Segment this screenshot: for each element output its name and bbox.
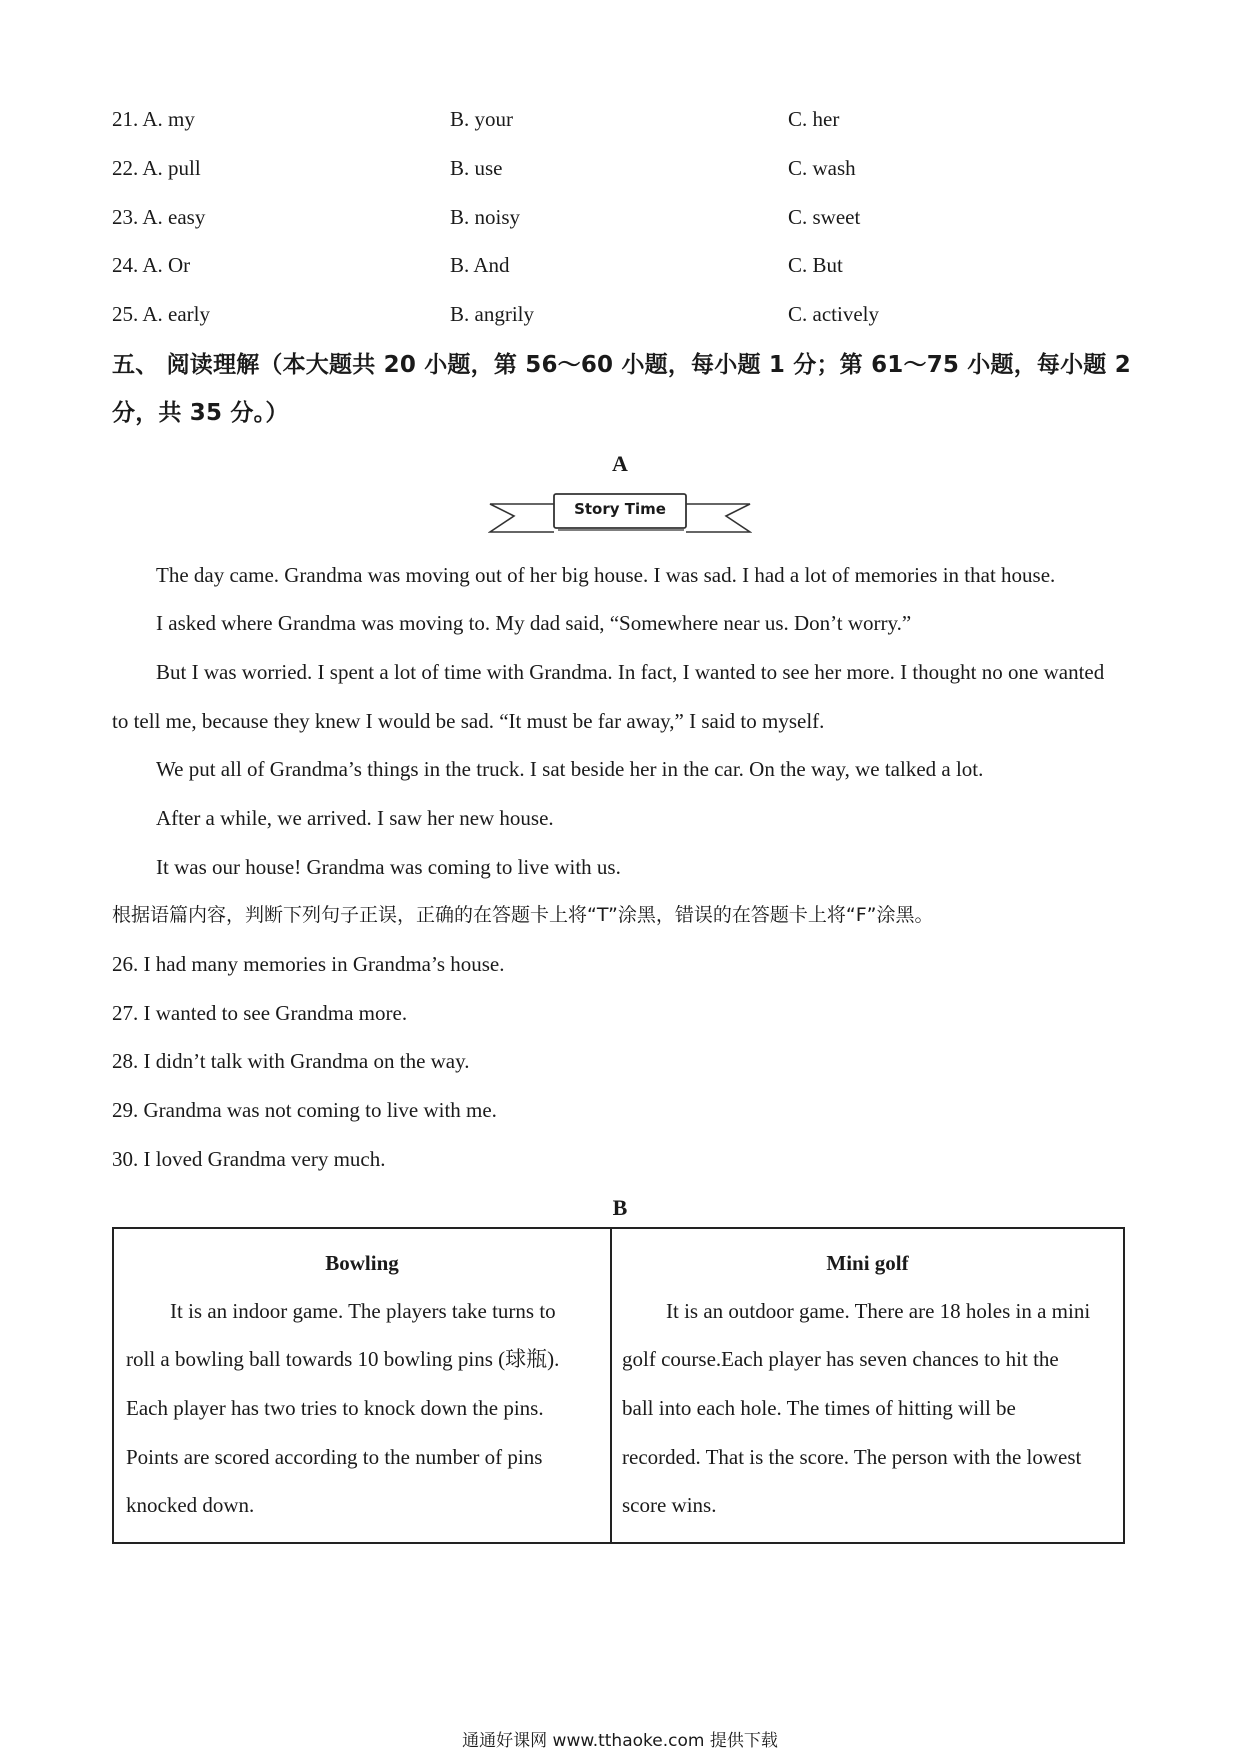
option-b: B. noisy [450,205,521,229]
cell-line: golf course.Each player has seven chances to hit the [622,1347,1059,1371]
mini-golf-title: Mini golf [826,1251,909,1275]
paragraph: We put all of Grandma’s things in the truck. I sat beside her in the car. On the way, we talked a lot. [156,757,984,781]
option-c: C. But [788,253,843,277]
cell-line: recorded. That is the score. The person with the lowest [622,1445,1082,1469]
option-a: 23. A. easy [112,205,206,229]
option-a: 22. A. pull [112,156,201,180]
option-c: C. wash [788,156,856,180]
passage-b-label: B [612,1195,628,1220]
option-c: C. actively [788,302,879,326]
banner-text: Story Time [574,500,666,518]
statement: 27. I wanted to see Grandma more. [112,1001,408,1025]
bowling-title: Bowling [325,1251,399,1275]
instruction: 根据语篇内容，判断下列句子正误，正确的在答题卡上将“T”涂黑，错误的在答题卡上将“F”涂黑。 [112,904,934,926]
paragraph: But I was worried. I spent a lot of time with Grandma. In fact, I wanted to see her more. I thought no one wanted [156,660,1105,684]
page-footer: 通通好课网 www.tthaoke.com 提供下载 [462,1731,778,1751]
cell-line: ball into each hole. The times of hitting will be [622,1396,1016,1420]
option-b: B. And [450,253,510,277]
cell-line: Points are scored according to the number of pins [126,1445,543,1469]
option-c: C. her [788,107,840,131]
cell-line: roll a bowling ball towards 10 bowling pins (球瓶). [126,1347,560,1371]
paragraph: I asked where Grandma was moving to. My dad said, “Somewhere near us. Don’t worry.” [156,611,912,635]
option-c: C. sweet [788,205,861,229]
paragraph: After a while, we arrived. I saw her new house. [156,806,554,830]
bowling-cell [113,1228,611,1543]
option-b: B. your [450,107,513,131]
option-a: 25. A. early [112,302,210,326]
cell-line: It is an indoor game. The players take turns to [170,1299,556,1323]
paragraph: It was our house! Grandma was coming to live with us. [156,855,621,879]
section-heading: 五、 阅读理解（本大题共 20 小题，第 56～60 小题，每小题 1 分；第 61～75 小题，每小题 2 [112,352,1131,378]
cell-line: score wins. [622,1493,717,1517]
statement: 28. I didn’t talk with Grandma on the way. [112,1049,470,1073]
cell-line: Each player has two tries to knock down the pins. [126,1396,544,1420]
statement: 29. Grandma was not coming to live with me. [112,1098,497,1122]
paragraph: to tell me, because they knew I would be sad. “It must be far away,” I said to myself. [112,709,825,733]
option-b: B. angrily [450,302,534,326]
cell-line: It is an outdoor game. There are 18 holes in a mini [666,1299,1091,1323]
games-table [112,1227,1125,1544]
option-b: B. use [450,156,503,180]
option-a: 24. A. Or [112,253,191,277]
statement: 30. I loved Grandma very much. [112,1147,386,1171]
cell-line: knocked down. [126,1493,255,1517]
option-a: 21. A. my [112,107,195,131]
story-time-banner [488,492,752,536]
paragraph: The day came. Grandma was moving out of her big house. I was sad. I had a lot of memories in that house. [156,563,1056,587]
statement: 26. I had many memories in Grandma’s house. [112,952,505,976]
mini-golf-cell [611,1228,1124,1543]
passage-a-label: A [612,451,628,476]
section-heading-cont: 分，共 35 分。） [112,400,289,426]
